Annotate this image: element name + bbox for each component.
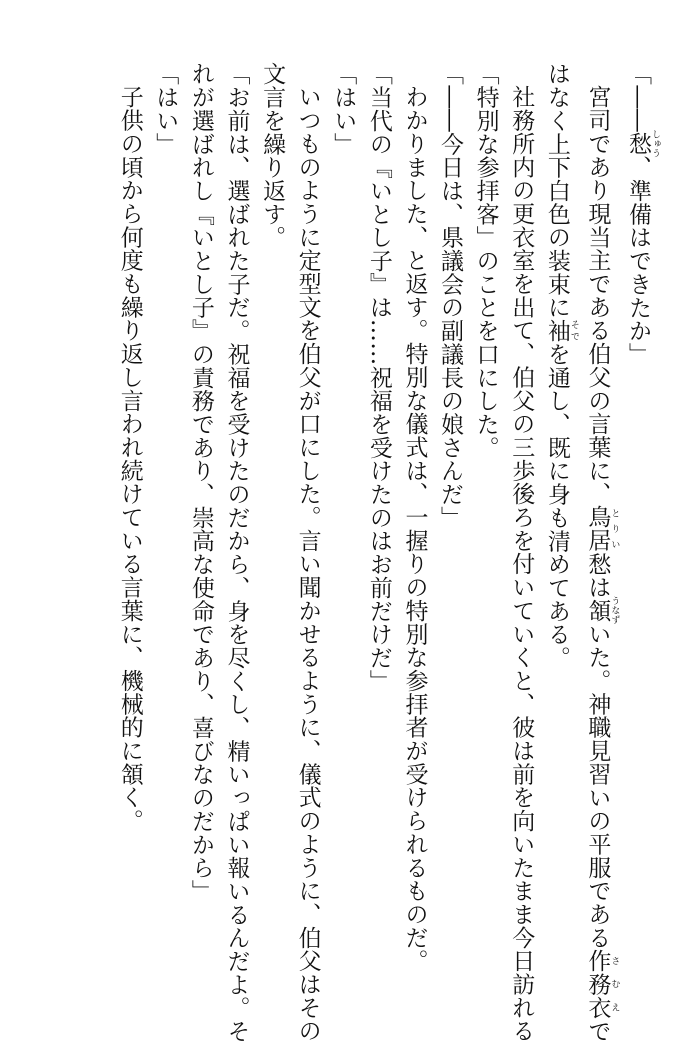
text-segment: 「――	[625, 62, 651, 133]
text-line	[619, 62, 660, 962]
text-line	[431, 62, 467, 962]
ruby-reading: さむえ	[609, 948, 620, 1020]
text-segment: 「はい」	[330, 62, 357, 156]
ruby-base: 愁	[625, 129, 651, 158]
text-line	[325, 62, 361, 962]
text-segment: 「はい」	[152, 62, 179, 156]
text-segment: はなく上下白色の装束に	[543, 62, 570, 319]
text-segment: 「お前は、選ばれた子だ。祝福を受けたのだから、身を尽くし、精いっぱい報いるんだよ。そ	[223, 62, 250, 1043]
text-line	[503, 62, 539, 1043]
ruby-base: 鳥居	[584, 505, 611, 553]
text-segment: 、準備はできたか」	[625, 155, 651, 366]
ruby-annotation	[584, 596, 620, 625]
ruby-annotation	[584, 505, 620, 553]
ruby-base: 作務衣	[584, 948, 611, 1020]
text-segment: れが選ばれし『いとし子』の責務であり、崇高な使命であり、喜びなのだから」	[187, 62, 214, 903]
text-line	[396, 62, 432, 973]
text-line	[111, 62, 147, 962]
text-segment: いつものように定型文を伯父が口にした。言い聞かせるように、儀式のように、伯父はその	[294, 85, 321, 1043]
text-segment: で	[584, 1019, 611, 1043]
text-segment: わかりました、と返す。特別な儀式は、一握りの特別な参拝者が受けられるものだ。	[401, 85, 428, 973]
text-segment: 「――今日は、県議会の副議長の娘さんだ」	[437, 62, 464, 529]
text-segment: 宮司であり現当主である伯父の言葉に、	[584, 85, 611, 506]
text-line	[147, 62, 183, 962]
ruby-reading: うなず	[609, 596, 620, 625]
text-segment: を通し、既に身も清めてある。	[543, 342, 570, 670]
ruby-annotation	[625, 129, 660, 158]
text-line	[218, 62, 254, 1043]
ruby-annotation	[584, 948, 620, 1020]
text-segment: いた。神職見習いの平服である	[584, 622, 611, 949]
text-line	[360, 62, 396, 962]
text-segment: 「特別な参拝客」のことを口にした。	[472, 62, 499, 459]
vertical-text-body	[111, 62, 660, 1043]
ruby-reading: しゅう	[650, 129, 660, 158]
text-line	[289, 62, 325, 1043]
text-segment: 愁は	[584, 552, 611, 599]
text-line	[538, 62, 579, 962]
ruby-annotation	[543, 318, 579, 343]
text-line	[467, 62, 503, 962]
ruby-base: 袖	[543, 318, 570, 343]
text-segment: 文言を繰り返す。	[259, 62, 286, 249]
text-segment: 社務所内の更衣室を出て、伯父の三歩後ろを付いていくと、彼は前を向いたまま今日訪れる	[508, 85, 535, 1043]
ruby-base: 頷	[584, 596, 611, 625]
text-line	[182, 62, 218, 962]
text-segment: 「当代の『いとし子』は……祝福を受けたのはお前だけだ」	[365, 62, 392, 693]
text-line	[579, 62, 620, 1043]
text-line	[253, 62, 289, 962]
text-segment: 子供の頃から何度も繰り返し言われ続けている言葉に、機械的に頷く。	[116, 85, 143, 833]
ruby-reading: とりい	[609, 505, 620, 553]
ruby-reading: そで	[568, 318, 579, 343]
